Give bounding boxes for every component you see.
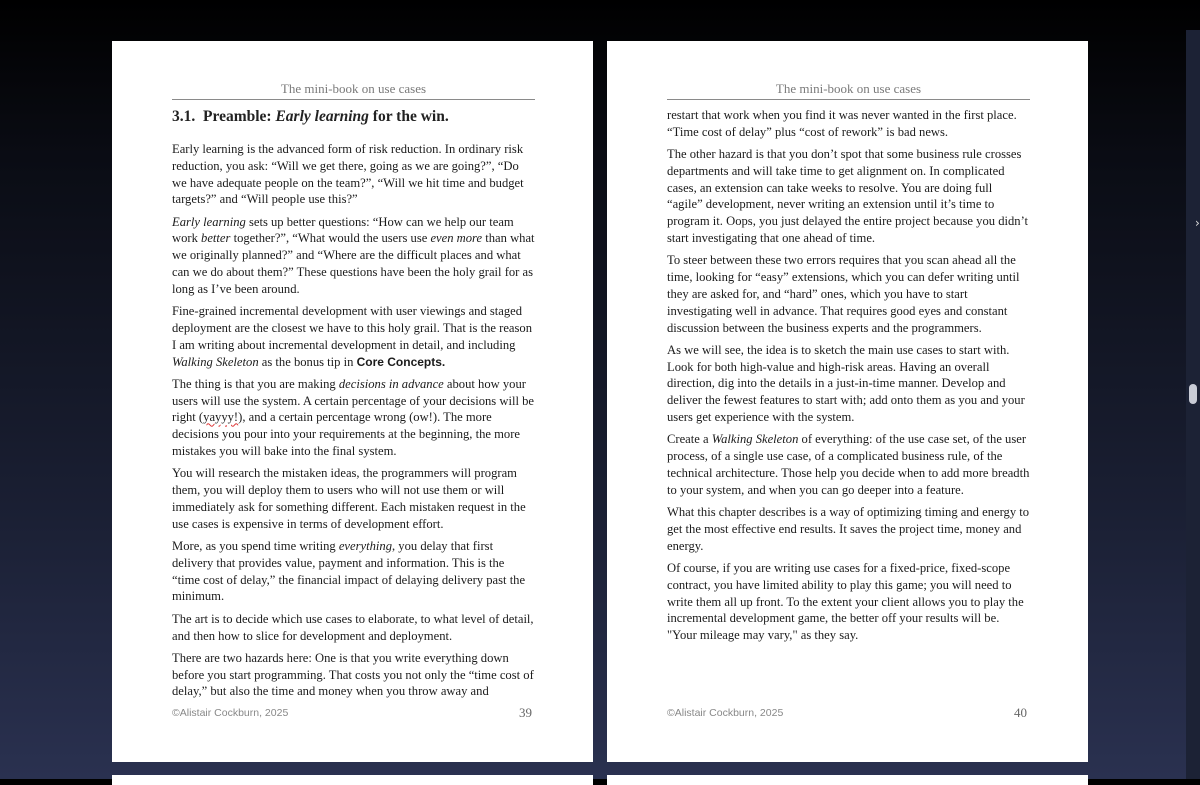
next-page-edge	[112, 775, 593, 785]
text-run: , you delay that first delivery that provides value, payment and information. This is the “time cost of delay,” the financial impact of delaying delivery past the minimum.	[172, 539, 526, 604]
paragraph	[172, 214, 535, 298]
paragraph: restart that work when you find it was never wanted in the first place. “Time cost of delay” plus “cost of rework” is bad news.	[667, 108, 1017, 139]
core-concepts-link[interactable]: Core Concepts.	[356, 354, 446, 369]
copyright-footer: ©Alistair Cockburn, 2025	[172, 707, 289, 719]
text-run: as the bonus tip in	[258, 354, 357, 369]
next-page-edge	[607, 775, 1088, 785]
text-run: than what we originally planned?” and “Where are the difficult places and what can we do about them?” These questions have been the holy grail for as long as I’ve been around.	[172, 231, 535, 296]
text-run: Fine-grained incremental development with user viewings and staged deployment are the closest we have to this holy grail. That is the reason I am writing about incremental development in detail, and including	[172, 304, 532, 352]
page-body	[172, 141, 535, 706]
paragraph: Early learning is the advanced form of risk reduction. In ordinary risk reduction, you ask: “Will we get there, going as we are going?”, “Do we have adequate people on the team?”, “Will we hit time and budget targets?” and “Will people use this?”	[172, 142, 524, 207]
paragraph: The art is to decide which use cases to elaborate, to what level of detail, and then how to slice for development and deployment.	[172, 611, 534, 643]
text-run: of everything: of the use case set, of the user process, of a single use case, of a complicated business rule, of the technical architecture. Those help you decide when to add more breadth to your system, and when you can go deeper into a feature.	[667, 432, 1030, 497]
page-40	[607, 41, 1088, 762]
text-run: ), and a certain percentage wrong (ow!). The more decisions you pour into your requirements at the beginning, the more mistakes you will bake into the final system.	[172, 410, 521, 459]
emphasis: Early learning	[172, 214, 246, 229]
resize-cursor-icon: ›	[1195, 216, 1200, 230]
text-run: The thing is that you are making	[172, 376, 339, 391]
section-title-italic: Early learning	[275, 108, 369, 125]
text-run: together?”, “What would the users use	[230, 231, 431, 246]
paragraph	[172, 538, 535, 605]
text-run: Create a	[667, 432, 712, 447]
page-number: 40	[1014, 705, 1027, 720]
scrollbar-thumb[interactable]	[1189, 384, 1197, 404]
paragraph: To steer between these two errors requires that you scan ahead all the time, looking for “easy” extensions, which you can defer writing until they are asked for, and “hard” ones, which you have to start investigating well in advance. That requires good eyes and constant discussion between the business experts and the programmers.	[667, 253, 1020, 335]
page-number: 39	[519, 705, 532, 720]
page-body	[667, 107, 1030, 649]
paragraph	[172, 303, 535, 370]
paragraph	[667, 431, 1030, 498]
emphasis: everything	[338, 539, 392, 554]
running-header: The mini-book on use cases	[172, 81, 535, 100]
emphasis: decisions in advance	[338, 376, 444, 391]
paragraph: There are two hazards here: One is that you write everything down before you start programming. That costs you not only the “time cost of delay,” but also the time and money when you throw away and	[172, 650, 534, 699]
paragraph: As we will see, the idea is to sketch the main use cases to start with. Look for both high-value and high-risk areas. Having an overall direction, dig into the details in a just-in-time manner. Develop and deliver the fewest features to start with; add onto them as you and your users get experience with the system.	[667, 342, 1025, 425]
misspelled-word[interactable]: yayyy!	[203, 410, 239, 425]
section-heading	[172, 108, 542, 126]
section-number: 3.1.	[172, 108, 196, 125]
vertical-scrollbar[interactable]	[1186, 30, 1200, 779]
paragraph: Of course, if you are writing use cases for a fixed-price, fixed-scope contract, you have limited ability to play this game; you will need to write them all up front. To the extent your client allows you to play the incremental development game, the better off your results will be. "Your mileage may vary," as they say.	[667, 560, 1024, 643]
emphasis: better	[201, 231, 231, 246]
text-run: about how your users will use the system. A certain percentage of your decisions will be right (	[172, 376, 534, 425]
paragraph: You will research the mistaken ideas, the programmers will program them, you will deploy them to users who will not use them or will immediately ask for something different. Each mistaken request in the use cases is expensive in terms of development effort.	[172, 466, 526, 531]
page-39	[112, 41, 593, 762]
paragraph: The other hazard is that you don’t spot that some business rule crosses departments and will take time to get alignment on. In complicated cases, an extension can take weeks to resolve. You are doing full “agile” development, never writing an extension until it’s time to program it. Oops, you just delayed the entire project because you didn’t start investigating that one ahead of time.	[667, 147, 1029, 246]
section-title-suffix: for the win.	[368, 108, 449, 125]
paragraph	[172, 376, 535, 460]
copyright-footer: ©Alistair Cockburn, 2025	[667, 707, 784, 719]
text-run: sets up better questions: “How can we help our team work	[172, 214, 514, 246]
paragraph: What this chapter describes is a way of optimizing timing and energy to get the most effective end results. It saves the project time, money and energy.	[667, 505, 1030, 553]
emphasis: Walking Skeleton	[711, 432, 799, 447]
emphasis: even more	[430, 231, 483, 246]
section-title-prefix: Preamble:	[203, 108, 276, 125]
running-header: The mini-book on use cases	[667, 81, 1030, 100]
emphasis: Walking Skeleton	[172, 354, 259, 369]
text-run: More, as you spend time writing	[172, 539, 339, 554]
